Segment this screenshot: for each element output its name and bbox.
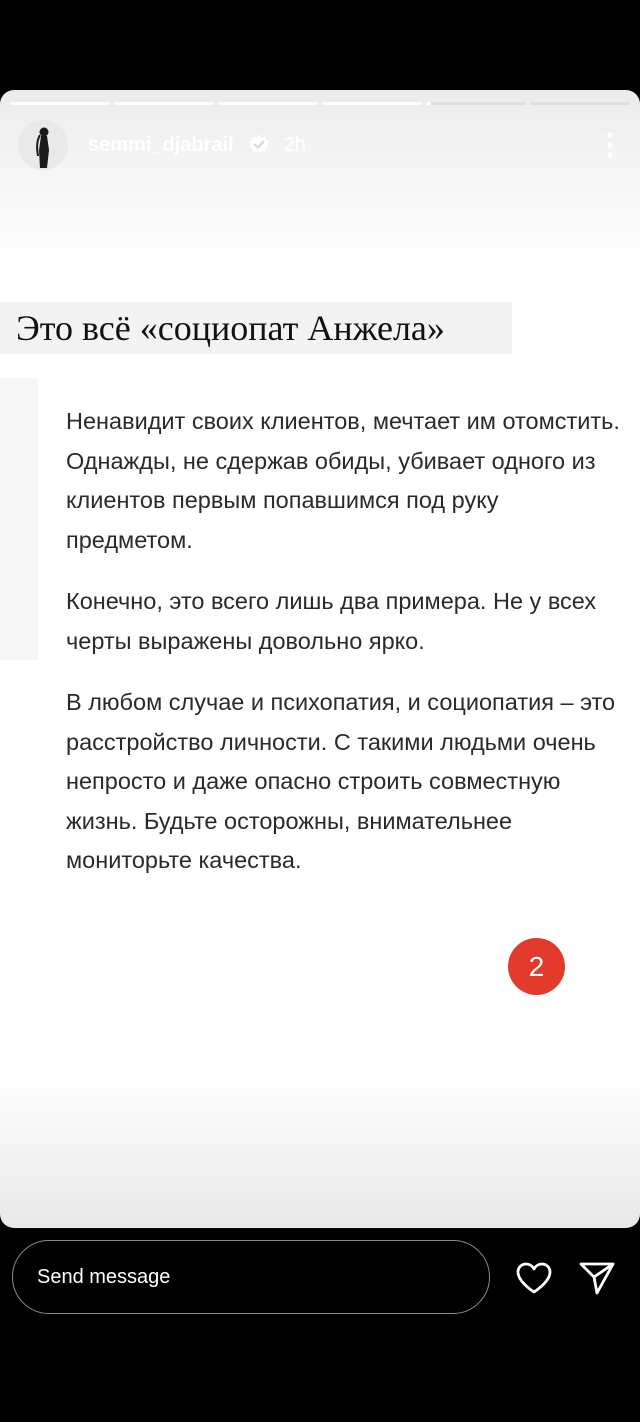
avatar-figure-icon xyxy=(18,120,68,170)
story-progress-bar xyxy=(10,102,630,105)
avatar[interactable] xyxy=(18,120,68,170)
progress-segment-fill xyxy=(10,102,110,105)
progress-segment-4 xyxy=(322,102,422,105)
progress-segment-fill xyxy=(426,102,431,105)
verified-badge-icon xyxy=(248,134,270,156)
send-icon[interactable] xyxy=(577,1258,617,1298)
progress-segment-2 xyxy=(114,102,214,105)
paragraph-1: Ненавидит своих клиентов, мечтает им отомстить. Однажды, не сдержав обиды, убивает одного из клиентов первым попавшимся под руку предметом. xyxy=(66,408,620,553)
send-message-input[interactable] xyxy=(12,1240,490,1314)
paragraph-3: В любом случае и психопатия, и социопатия – это расстройство личности. С такими людьми очень непросто и даже опасно строить совместную жизнь. Будьте осторожны, внимательнее мониторьте качества. xyxy=(66,689,616,873)
progress-segment-1 xyxy=(10,102,110,105)
progress-segment-3 xyxy=(218,102,318,105)
story-viewer[interactable] xyxy=(0,90,640,1228)
heart-icon[interactable] xyxy=(514,1258,554,1298)
username[interactable]: semmi_djabrail xyxy=(88,133,234,156)
reply-bar xyxy=(0,1228,640,1422)
progress-segment-fill xyxy=(114,102,214,105)
story-body-text xyxy=(66,402,626,903)
story-title: Это всё «социопат Анжела» xyxy=(16,308,445,348)
left-gray-strip xyxy=(0,378,38,660)
story-header xyxy=(18,120,622,170)
page-number-badge: 2 xyxy=(508,938,565,995)
progress-segment-fill xyxy=(322,102,422,105)
post-time: 2h xyxy=(283,133,306,156)
story-title-box xyxy=(0,302,512,354)
progress-segment-5 xyxy=(426,102,526,105)
progress-segment-fill xyxy=(218,102,318,105)
paragraph-2: Конечно, это всего лишь два примера. Не у всех черты выражены довольно ярко. xyxy=(66,588,597,654)
progress-segment-6 xyxy=(530,102,630,105)
more-options-icon[interactable] xyxy=(598,125,622,165)
